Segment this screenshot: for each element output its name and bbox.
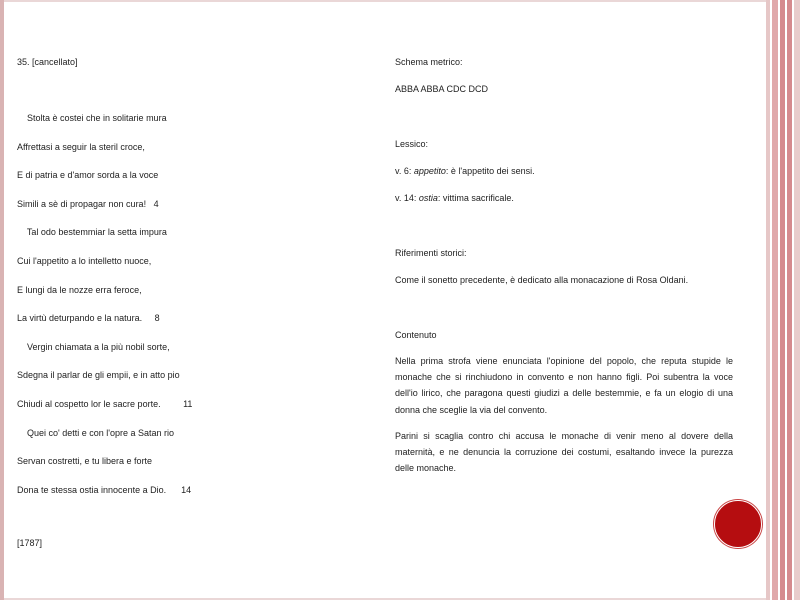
poem-line-11: Chiudi al cospetto lor le sacre porte. 11	[17, 398, 193, 409]
lex1-def: : è l'appetito dei sensi.	[445, 166, 535, 176]
history-text: Come il sonetto precedente, è dedicato alla monacazione di Rosa Oldani.	[395, 275, 689, 285]
poem-line-3: E di patria e d'amor sorda a la voce	[17, 170, 159, 181]
poem-line-6: Cui l'appetito a lo intelletto nuoce,	[17, 255, 152, 266]
stripe-1	[766, 0, 770, 600]
poem-line-4: Simili a sè di propagar non cura! 4	[17, 198, 159, 209]
poem-line-2: Affrettasi a seguir la steril croce,	[17, 141, 145, 152]
stripe-3	[780, 0, 785, 600]
poem-column	[17, 55, 357, 550]
notes-column	[395, 55, 733, 476]
poem-line-14: Dona te stessa ostia innocente a Dio. 14	[17, 484, 192, 495]
poem-line-10: Sdegna il parlar de gli empii, e in atto pio	[17, 370, 180, 381]
left-frame-border	[0, 0, 4, 600]
content-heading: Contenuto	[395, 330, 437, 340]
metrics-value: ABBA ABBA CDC DCD	[395, 84, 489, 94]
poem-line-7: E lungi da le nozze erra feroce,	[17, 284, 142, 295]
lexicon-item-1	[395, 164, 733, 178]
poem-line-1: Stolta è costei che in solitarie mura	[17, 113, 167, 123]
poem-line-5: Tal odo bestemmiar la setta impura	[17, 227, 167, 238]
red-circle-decoration	[714, 500, 762, 548]
right-decorative-stripes	[766, 0, 800, 600]
poem-line-8: La virtù deturpando e la natura. 8	[17, 313, 160, 324]
poem-line-13: Servan costretti, e tu libera e forte	[17, 456, 153, 467]
stripe-5	[794, 0, 800, 600]
top-frame-border	[4, 0, 766, 2]
history-heading: Riferimenti storici:	[395, 248, 467, 258]
lex2-def: : vittima sacrificale.	[437, 193, 514, 203]
stripe-4	[787, 0, 792, 600]
lex1-prefix: v. 6:	[395, 166, 414, 176]
poem-title: 35. [cancellato]	[17, 57, 78, 67]
poem-date: [1787]	[17, 537, 43, 548]
lex1-term: appetito	[413, 166, 446, 176]
metrics-heading: Schema metrico:	[395, 57, 463, 67]
lexicon-heading: Lessico:	[395, 139, 429, 149]
lexicon-item-2	[395, 191, 733, 205]
stripe-2	[772, 0, 778, 600]
content-paragraph-1: Nella prima strofa viene enunciata l'opinione del popolo, che reputa stupide le monache che si rinchiudono in convento e non hanno figli. Poi subentra la voce dell'io lirico, che paragona questi giudizi a delle bestemmie, e fa un elogio di una donna che sceglie la via del convento.	[395, 356, 733, 415]
content-paragraph-2: Parini si scaglia contro chi accusa le monache di venir meno al dovere della maternità, e ne denuncia la corruzione dei costumi, esaltando invece la purezza delle monache.	[395, 430, 733, 474]
poem-line-12: Quei co' detti e con l'opre a Satan rio	[17, 427, 175, 438]
poem-line-9: Vergin chiamata a la più nobil sorte,	[17, 341, 170, 352]
lex2-term: ostia	[418, 193, 438, 203]
lex2-prefix: v. 14:	[395, 193, 419, 203]
